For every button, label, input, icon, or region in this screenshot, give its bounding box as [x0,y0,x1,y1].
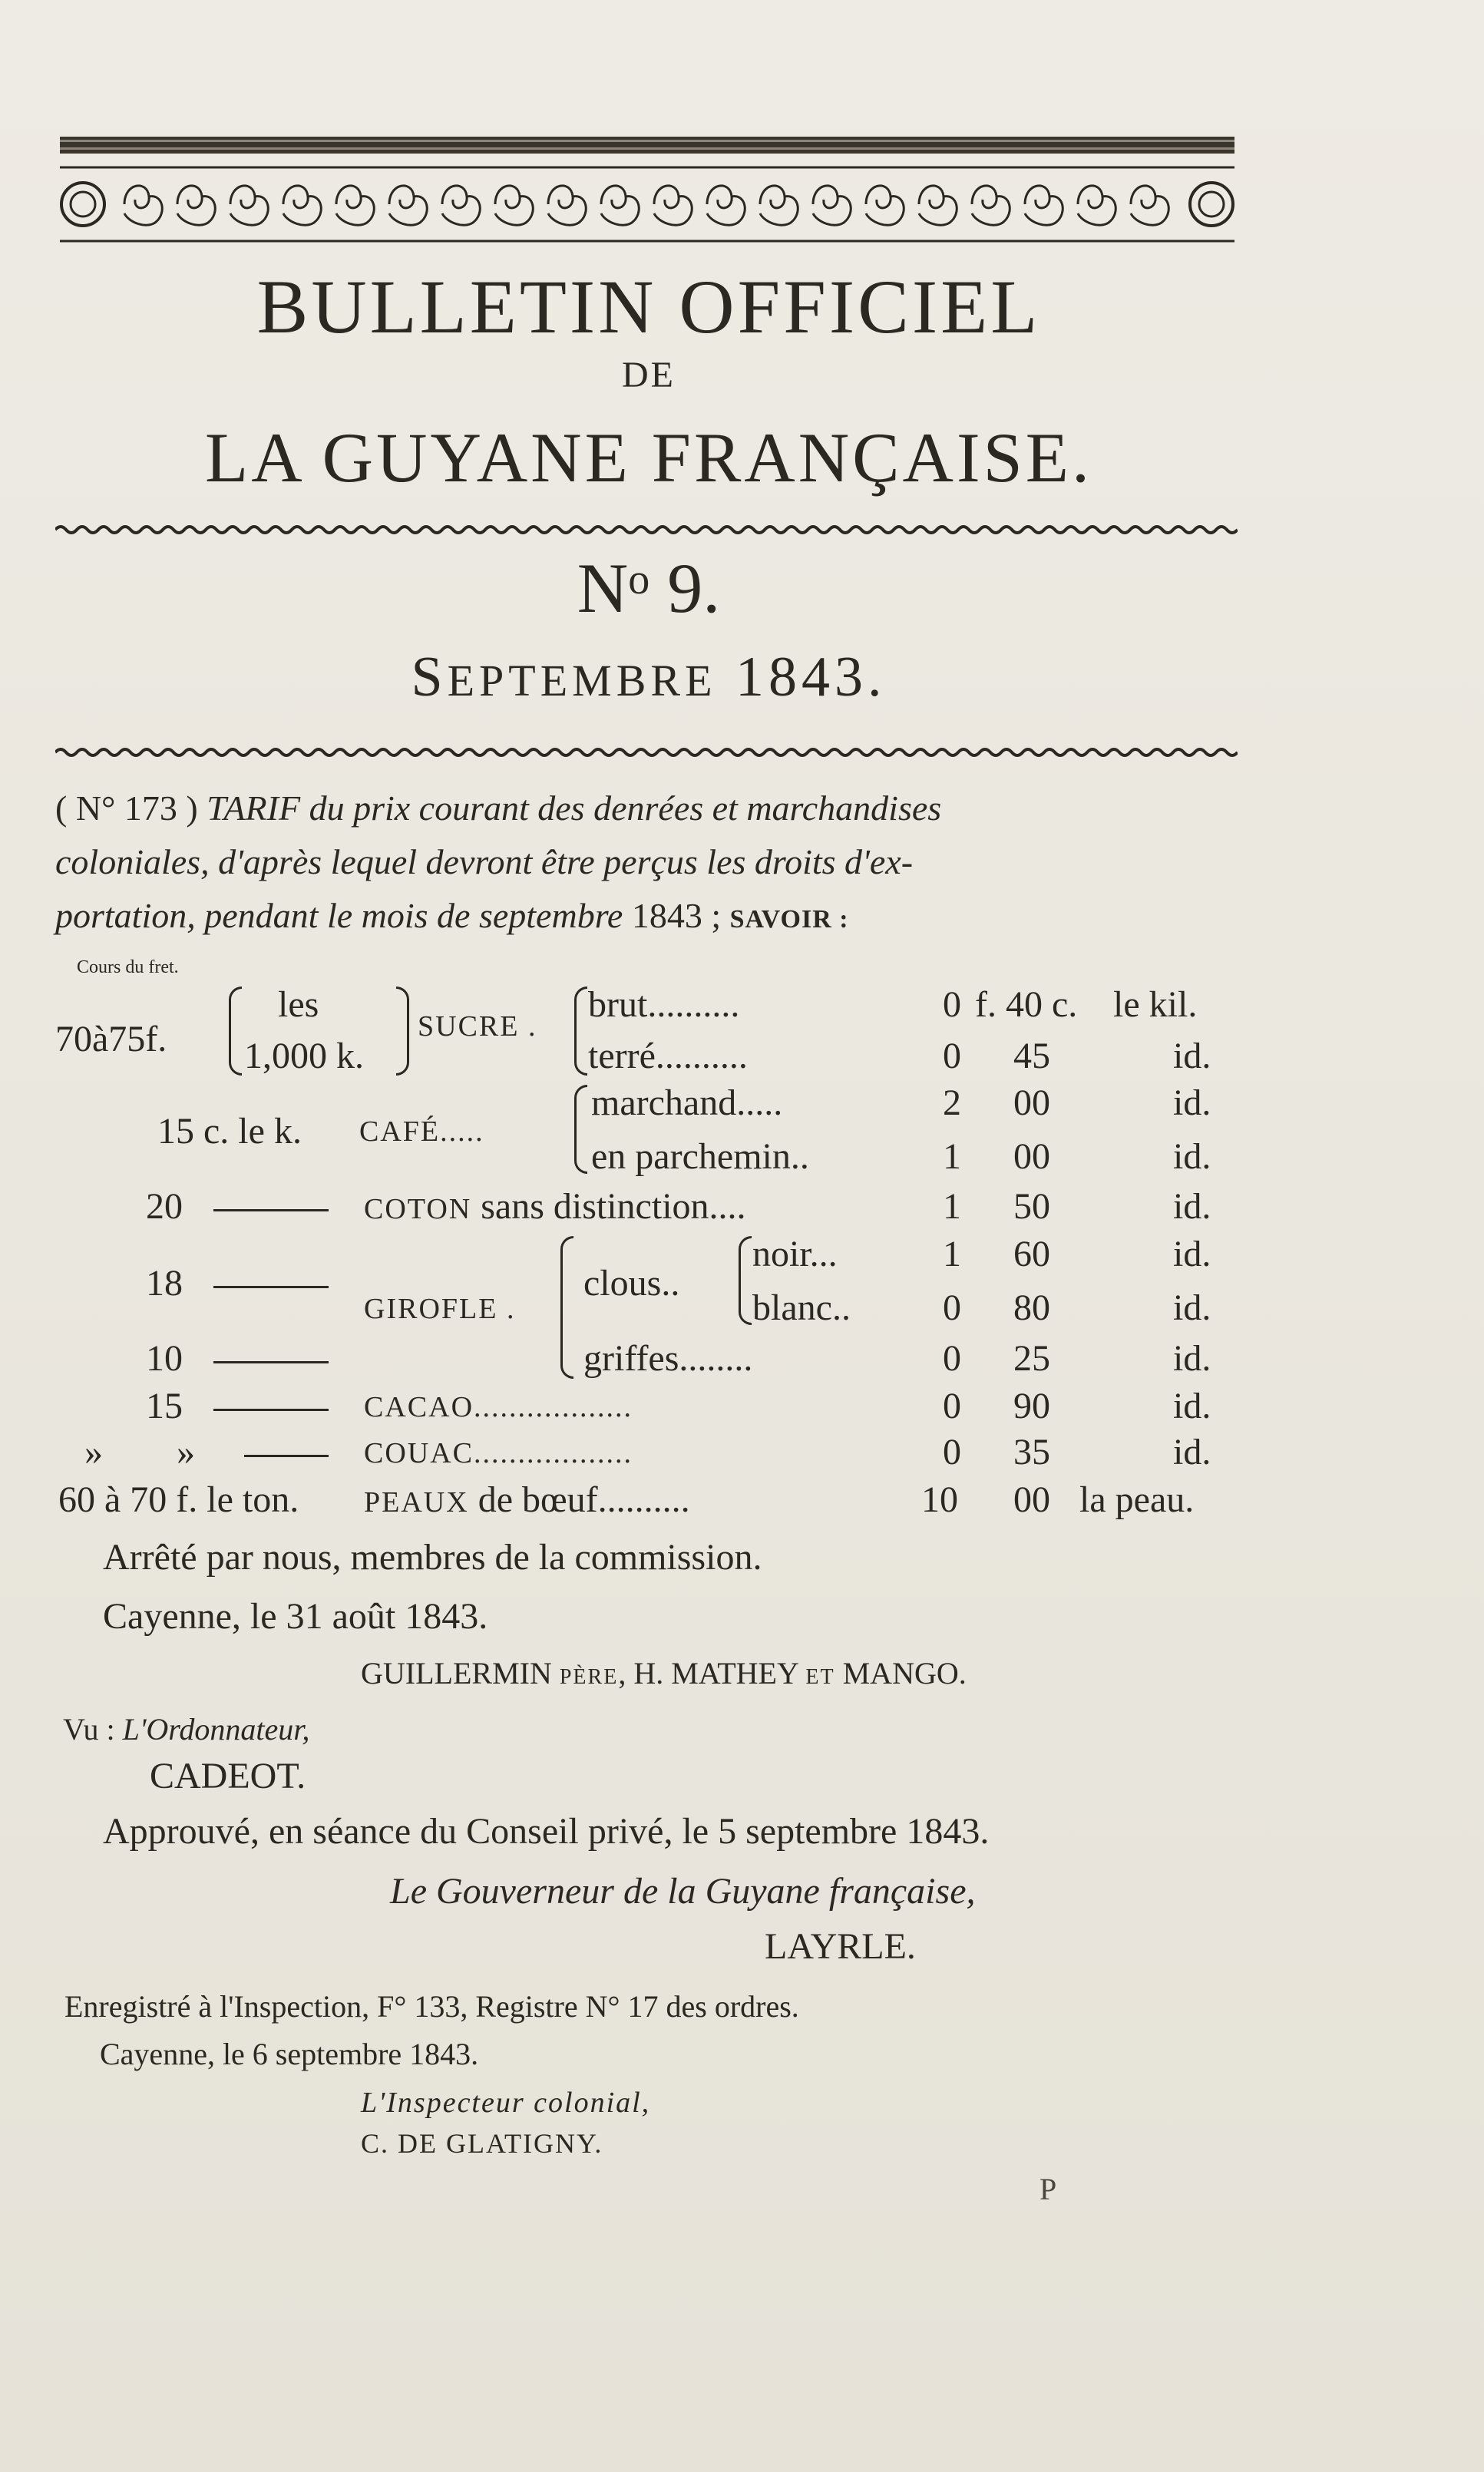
issue-number-wrap [0,549,1297,627]
peaux-cents: 00 [1013,1479,1050,1520]
masthead-de: DE [622,355,676,395]
sucre-fret: 70à75f. [55,1019,167,1059]
intro-line-2: coloniales, d'après lequel devront être perçus les droits d'ex- [55,842,914,881]
sucre-brut-unit: le kil. [1113,984,1198,1025]
cafe-type-brace [574,1085,587,1174]
coton-unit: id. [1173,1186,1211,1227]
couac-unit: id. [1173,1432,1211,1472]
ornament-scroll [919,186,957,225]
intro-line-3: portation, pendant le mois de septembre 1843 ; SAVOIR : [55,896,849,935]
masthead-title: BULLETIN OFFICIEL [256,264,1041,349]
wavy-rule-bottom [55,745,1238,760]
sucre-terre-francs: 0 [943,1036,961,1076]
girofle-griffes-francs: 0 [943,1338,961,1379]
sucre-brut-francs: 0 [943,984,961,1025]
ornament-scroll [336,186,374,225]
gouverneur-title: Le Gouverneur de la Guyane française, [390,1871,976,1912]
sucre-terre-unit: id. [1173,1036,1211,1076]
cacao-dash [213,1409,329,1411]
vu-line: Vu : L'Ordonnateur, [63,1712,310,1747]
girofle-blanc-cents: 80 [1013,1287,1050,1328]
ornament-scroll [760,186,798,225]
cafe-marchand-unit: id. [1173,1082,1211,1123]
cafe-fret: 15 c. le k. [157,1111,302,1152]
approuve-line: Approuvé, en séance du Conseil privé, le 5 septembre 1843. [103,1811,990,1852]
couac-dash [244,1455,329,1457]
cafe-parchemin-cents: 00 [1013,1136,1050,1177]
cafe-label: CAFÉ..... [359,1115,484,1148]
ornament-scroll [1131,186,1168,225]
issue-month: SEPTEMBRE 1843. [411,646,887,709]
girofle-clous: clous.. [583,1263,680,1304]
intro-line-1: ( N° 173 ) TARIF du prix courant des denrées et marchandises [55,788,942,828]
ornament-scroll [601,186,639,225]
arrete-date: Cayenne, le 31 août 1843. [103,1596,488,1637]
ornament-scroll [548,186,586,225]
girofle-type-blanc: blanc.. [752,1287,851,1328]
inspecteur-name: C. DE GLATIGNY. [361,2128,603,2159]
girofle-type-noir: noir... [752,1234,838,1274]
page-signature-mark: P [1039,2172,1057,2206]
coton-fret: 20 [146,1186,183,1227]
wavy-rule-top [55,522,1238,537]
girofle-griffes-fret: 10 [146,1338,183,1379]
enregistre-line: Enregistré à l'Inspection, F° 133, Registre N° 17 des ordres. [64,1989,799,2024]
ornament-scroll [230,186,268,225]
girofle-label: GIROFLE . [364,1293,516,1325]
couac-label: COUAC.................. [364,1437,633,1469]
peaux-fret: 60 à 70 f. le ton. [58,1479,299,1520]
cafe-type-marchand: marchand..... [591,1082,783,1123]
ornament-scroll [495,186,533,225]
cafe-marchand-cents: 00 [1013,1082,1050,1123]
girofle-noir-unit: id. [1173,1234,1211,1274]
couac-francs: 0 [943,1432,961,1472]
cafe-parchemin-unit: id. [1173,1136,1211,1177]
sucre-unit-brace-right [396,986,409,1076]
ornament-scroll [707,186,745,225]
cacao-unit: id. [1173,1386,1211,1426]
gouverneur-name: LAYRLE. [765,1926,916,1967]
girofle-griffes-unit: id. [1173,1338,1211,1379]
girofle-noir-francs: 1 [943,1234,961,1274]
sucre-label: SUCRE . [418,1010,537,1043]
girofle-blanc-francs: 0 [943,1287,961,1328]
sucre-type-brut: brut.......... [588,984,740,1025]
ornament-scroll [1025,186,1063,225]
masthead-subtitle: LA GUYANE FRANÇAISE. [205,418,1092,497]
peaux-francs: 10 [921,1479,958,1520]
sucre-unit-top: les [278,984,319,1025]
girofle-griffes-dash [213,1361,329,1363]
ornament-scroll [283,186,321,225]
issue-number: $N^o$ 9. [577,549,721,627]
ornament-scroll [1078,186,1115,225]
cacao-fret: 15 [146,1386,183,1426]
cafe-marchand-francs: 2 [943,1082,961,1123]
peaux-unit: la peau. [1079,1479,1195,1520]
girofle-brace [560,1236,573,1379]
inspecteur-title: L'Inspecteur colonial, [361,2087,651,2119]
cacao-label: CACAO.................. [364,1391,633,1423]
tarif-intro [55,782,1238,947]
masthead-subtitle-wrap [0,418,1297,497]
sucre-type-terre: terré.......... [588,1036,748,1076]
ornament-scroll [442,186,480,225]
ornament-scroll [972,186,1010,225]
issue-month-wrap [0,646,1297,709]
ornament-scroll [866,186,904,225]
cacao-cents: 90 [1013,1386,1050,1426]
peaux-line: PEAUX de bœuf.......... [364,1479,690,1520]
masthead-title-wrap [0,264,1297,349]
coton-cents: 50 [1013,1186,1050,1227]
girofle-noir-cents: 60 [1013,1234,1050,1274]
girofle-type-griffes: griffes........ [583,1338,753,1379]
girofle-clous-fret: 18 [146,1263,183,1304]
coton-francs: 1 [943,1186,961,1227]
masthead-de-wrap [0,357,1297,394]
sucre-unit-brace [229,986,242,1076]
couac-fret-b: » [177,1432,195,1472]
couac-cents: 35 [1013,1432,1050,1472]
enregistre-date: Cayenne, le 6 septembre 1843. [100,2037,479,2071]
girofle-griffes-cents: 25 [1013,1338,1050,1379]
cafe-parchemin-francs: 1 [943,1136,961,1177]
coton-line: COTON sans distinction.... [364,1186,746,1227]
fret-header: Cours du fret. [77,957,179,977]
cacao-francs: 0 [943,1386,961,1426]
commission-signatures: GUILLERMIN PÈRE, H. MATHEY ET MANGO. [361,1656,967,1690]
ornament-scroll [654,186,692,225]
girofle-blanc-unit: id. [1173,1287,1211,1328]
sucre-terre-cents: 45 [1013,1036,1050,1076]
sucre-type-brace [574,986,587,1076]
ornament-scroll [124,186,162,225]
ornament-scroll [813,186,851,225]
girofle-clous-brace [739,1236,752,1325]
vu-name: CADEOT. [150,1756,306,1796]
couac-fret-a: » [84,1432,103,1472]
coton-dash [213,1209,329,1211]
ornamental-header-band [60,137,1234,244]
ornament-scroll [177,186,215,225]
girofle-clous-dash [213,1286,329,1288]
ornament-scroll [389,186,427,225]
cafe-type-parchemin: en parchemin.. [591,1136,809,1177]
arrete-line: Arrêté par nous, membres de la commission. [103,1537,762,1578]
sucre-brut-cents: f. 40 c. [975,984,1078,1025]
sucre-unit-bottom: 1,000 k. [244,1036,364,1076]
